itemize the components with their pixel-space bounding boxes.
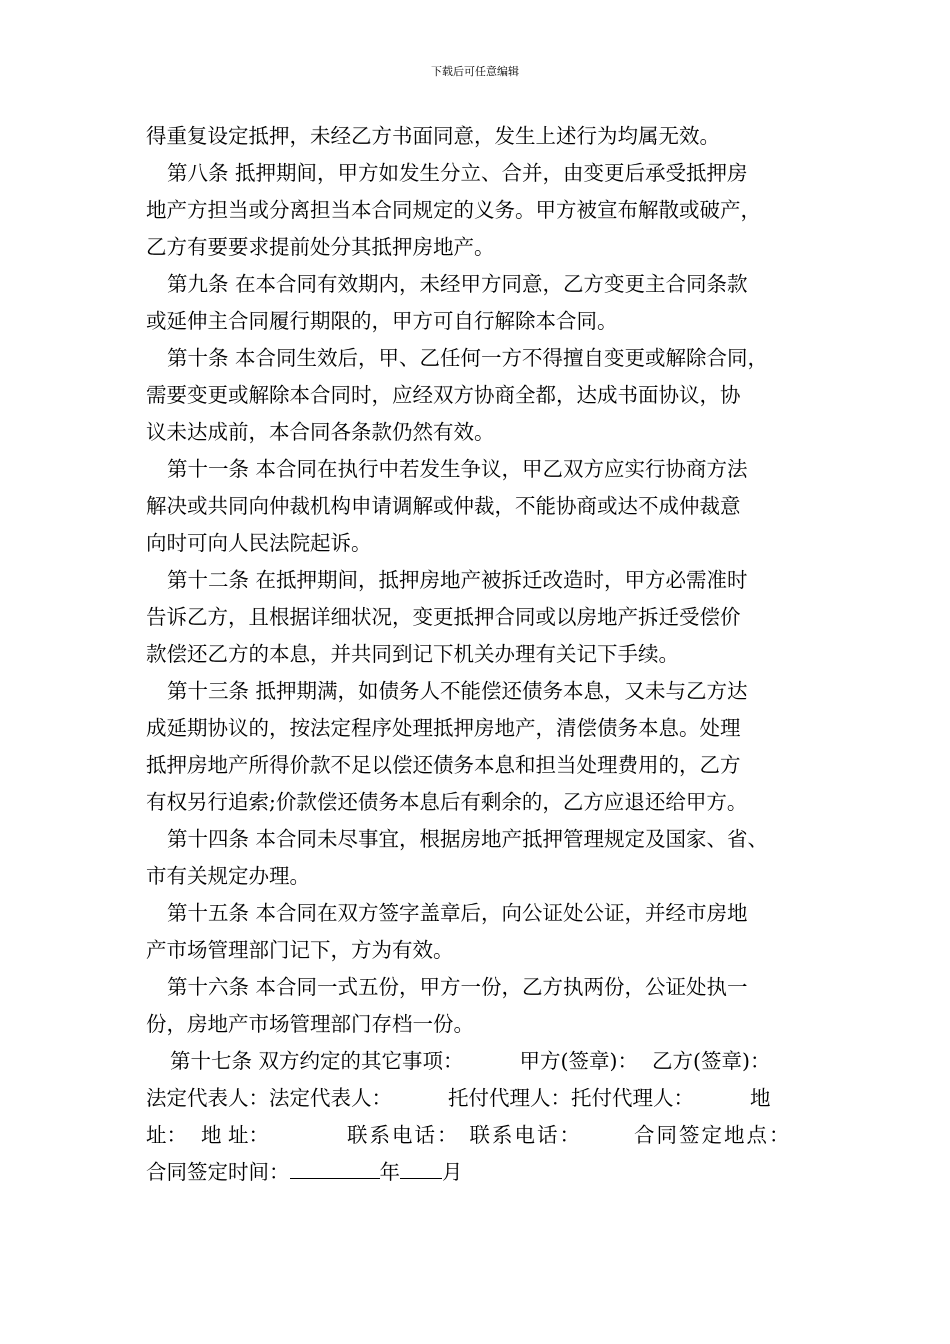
text-line: 或延伸主合同履行期限的，甲方可自行解除本合同。 [146,309,618,333]
text-line: 市有关规定办理。 [146,864,310,888]
text-line: 第十条 本合同生效后，甲、乙任何一方不得擅自变更或解除合同， [167,346,769,370]
legal-rep-b-label: 法定代表人： [269,1086,392,1110]
article-16-line [146,969,826,1006]
article-17-label: 第十七条 双方约定的其它事项： [170,1049,464,1073]
article-15-line [146,895,826,932]
text-line: 议未达成前，本合同各条款仍然有效。 [146,420,495,444]
text-line: 第九条 在本合同有效期内，未经甲方同意，乙方变更主合同条款 [167,272,748,296]
page-header: 下载后可任意编辑 [431,65,519,78]
article-11-line [146,451,826,488]
article-8-line [146,155,826,192]
sign-place-label: 合同签定地点： [634,1123,792,1147]
contract-body [146,118,826,1191]
text-line: 款偿还乙方的本息，并共同到记下机关办理有关记下手续。 [146,642,679,666]
text-line: 份，房地产市场管理部门存档一份。 [146,1012,474,1036]
signature-line-2 [146,1080,826,1117]
text-line: 得重复设定抵押，未经乙方书面同意，发生上述行为均属无效。 [146,124,720,148]
text-line: 告诉乙方，且根据详细状况，变更抵押合同或以房地产拆迁受偿价 [146,605,741,629]
text-line: 乙方有要要求提前处分其抵押房地产。 [146,235,495,259]
sign-time-label: 合同签定时间： [146,1160,290,1184]
text-line: 第十五条 本合同在双方签字盖章后，向公证处公证，并经市房地 [167,901,748,925]
text-line: 向时可向人民法院起诉。 [146,531,372,555]
party-b-seal-label: 乙方(签章)： [652,1049,771,1073]
phone-b-label: 联系电话： [469,1123,583,1147]
year-blank [290,1154,380,1179]
text-line: 地产方担当或分离担当本合同规定的义务。甲方被宣布解散或破产， [146,198,761,222]
legal-rep-a-label: 法定代表人： [146,1086,269,1110]
text-line: 第十六条 本合同一式五份，甲方一份，乙方执两份，公证处执一 [167,975,748,999]
text-line: 第十三条 抵押期满，如债务人不能偿还债务本息，又未与乙方达 [167,679,748,703]
address-a-label-end: 址： [146,1123,187,1147]
signature-line-4 [146,1154,826,1191]
agent-b-label: 托付代理人： [571,1086,694,1110]
article-13-line [146,673,826,710]
month-blank [400,1154,442,1179]
party-a-seal-label: 甲方(签章)： [519,1049,639,1073]
text-line: 解决或共同向仲裁机构申请调解或仲裁，不能协商或达不成仲裁意 [146,494,741,518]
article-9-line [146,266,826,303]
article-12-line [146,562,826,599]
text-line: 抵押房地产所得价款不足以偿还债务本息和担当处理费用的，乙方 [146,753,741,777]
text-line: 需要变更或解除本合同时，应经双方协商全都，达成书面协议，协 [146,383,741,407]
month-label: 月 [442,1160,463,1184]
text-line: 第八条 抵押期间，甲方如发生分立、合并，由变更后承受抵押房 [167,161,748,185]
address-a-label-start: 地 [750,1086,771,1110]
text-line: 第十四条 本合同未尽事宜，根据房地产抵押管理规定及国家、省、 [167,827,769,851]
article-10-line [146,340,826,377]
address-b-label: 地 址： [201,1123,270,1147]
agent-a-label: 托付代理人： [448,1086,571,1110]
text-line: 第十二条 在抵押期间，抵押房地产被拆迁改造时，甲方必需准时 [167,568,748,592]
phone-a-label: 联系电话： [347,1123,460,1147]
signature-line-1 [146,1043,826,1080]
year-label: 年 [379,1160,400,1184]
text-line: 第十一条 本合同在执行中若发生争议，甲乙双方应实行协商方法 [167,457,748,481]
text-line: 成延期协议的，按法定程序处理抵押房地产，清偿债务本息。处理 [146,716,741,740]
article-14-line [146,821,826,858]
signature-line-3 [146,1117,826,1154]
text-line: 有权另行追索;价款偿还债务本息后有剩余的，乙方应退还给甲方。 [146,790,748,814]
text-line: 产市场管理部门记下，方为有效。 [146,938,454,962]
